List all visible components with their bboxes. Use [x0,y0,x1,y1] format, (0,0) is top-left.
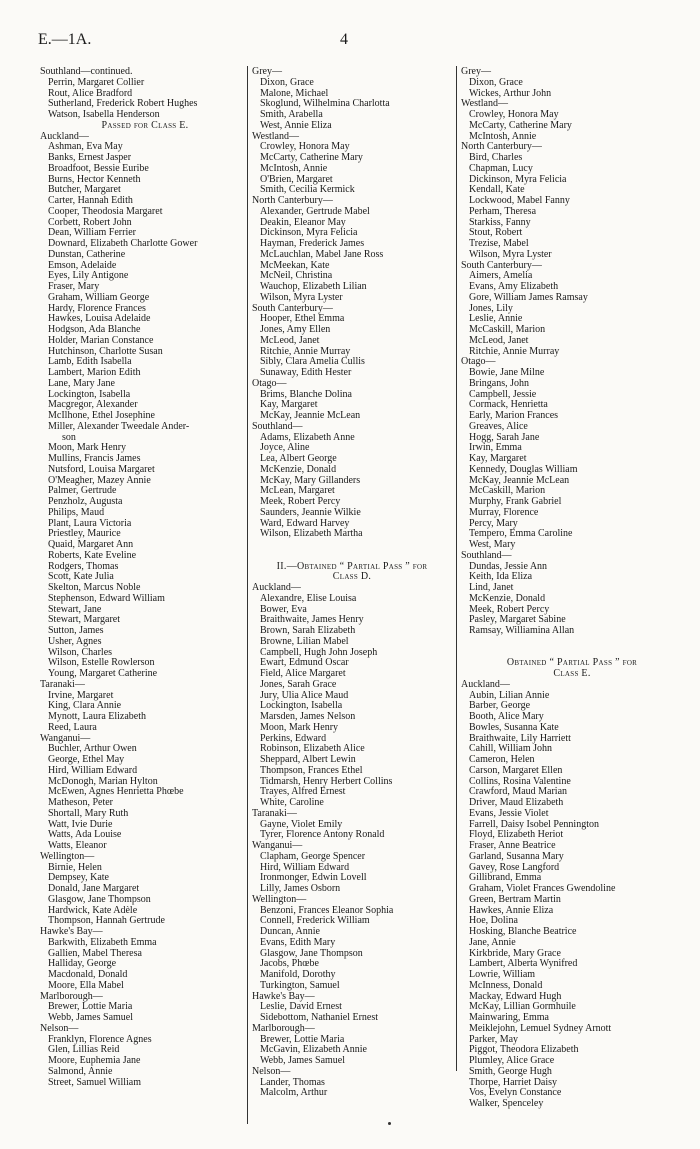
name-entry: Wickes, Arthur John [469,87,552,99]
name-entry: Evans, Edith Mary [260,936,336,948]
name-entry: Macgregor, Alexander [48,399,138,411]
name-entry: Lowrie, William [469,969,536,980]
column-divider [456,66,457,1071]
name-entry: McKenzie, Donald [260,463,337,475]
name-entry: Meek, Robert Percy [260,496,341,507]
name-entry: Ashman, Eva May [48,141,123,153]
name-entry: Marsden, James Nelson [260,711,356,722]
name-entry: Lockwood, Mabel Fanny [469,195,570,206]
name-entry: Donald, Jane Margaret [48,883,140,894]
name-entry: McNeil, Christina [260,270,333,282]
section-heading: II.—Obtained “ Partial Pass ” for [276,560,428,572]
name-entry: Lind, Janet [469,582,514,593]
name-entry: McInness, Donald [469,979,543,991]
name-entry: Dickinson, Myra Felicia [260,227,358,239]
name-entry: Street, Samuel William [48,1076,142,1088]
name-entry: McKay, Mary Gillanders [260,474,361,486]
name-entry: Brown, Sarah Elizabeth [260,625,356,636]
name-entry: Glasgow, Jane Thompson [48,893,151,905]
name-entry: Bowles, Susanna Kate [469,721,559,733]
name-entry: Percy, Mary [469,517,518,529]
name-entry: Campbell, Hugh John Joseph [260,646,378,658]
name-entry: McLean, Margaret [260,485,335,497]
name-entry: Pasley, Margaret Sabine [469,614,566,626]
name-entry: Trezise, Mabel [469,238,529,249]
name-entry: Lockington, Isabella [260,700,343,712]
name-entry: O'Meagher, Mazey Annie [48,474,151,486]
name-entry: Meek, Robert Percy [469,603,550,615]
name-entry: Lamb, Edith Isabella [48,356,132,368]
name-entry: Graham, William George [48,291,150,303]
name-entry: McLeod, Janet [469,334,529,346]
name-entry: Browne, Lilian Mabel [260,635,349,647]
name-entry: McCaskill, Marion [469,485,546,497]
name-entry: Broadfoot, Bessie Euribe [48,162,149,174]
name-entry: Watt, Ivie Durie [48,818,113,830]
name-entry: Webb, James Samuel [48,1012,134,1023]
name-entry: McEwen, Agnes Henrietta Phœbe [48,786,184,798]
name-entry: Kay, Margaret [260,399,318,411]
name-entry: Crawford, Maud Marian [469,786,568,798]
name-entry: Birnie, Helen [48,861,102,873]
name-entry: Evans, Amy Elizabeth [469,281,559,292]
district-heading: Westland— [252,130,299,142]
district-heading: Marlborough— [252,1022,315,1034]
name-entry: Mynott, Laura Elizabeth [48,711,147,722]
name-entry: Walker, Spenceley [469,1098,544,1109]
name-entry: Braithwaite, James Henry [260,614,364,626]
name-entry: Macdonald, Donald [48,969,128,980]
name-entry: Webb, James Samuel [260,1055,346,1066]
name-entry: Lander, Thomas [260,1076,325,1088]
name-entry: Palmer, Gertrude [48,485,117,497]
name-entry: Leslie, David Ernest [260,1001,342,1013]
name-entry: Dean, William Ferrier [48,227,136,239]
name-entry: Ewart, Edmund Oscar [260,657,349,669]
spacer [461,637,683,648]
district-heading: South Canterbury— [252,302,333,314]
name-entry: Mullins, Francis James [48,453,141,464]
name-entry: Moore, Ella Mabel [48,979,124,991]
district-heading: Grey— [252,67,282,77]
district-heading: Hawke's Bay— [40,926,103,937]
name-entry: Kay, Margaret [469,453,527,464]
name-entry: McKay, Jeannie McLean [260,410,361,421]
district-heading: Wanganui— [252,840,303,851]
name-entry: Crowley, Honora May [260,141,350,153]
name-entry: Bower, Eva [260,603,307,615]
district-heading: Auckland— [461,678,510,690]
name-entry: Parker, May [469,1033,519,1045]
name-entry: Deakin, Eleanor May [260,216,346,228]
name-entry: Gavey, Rose Langford [469,861,560,873]
name-entry: Lambert, Marion Edith [48,367,141,378]
name-entry: Moon, Mark Henry [260,721,339,733]
name-entry: Dixon, Grace [260,76,314,88]
spacer [252,551,452,562]
name-entry: Emson, Adelaide [48,259,117,271]
name-entry: Smith, George Hugh [469,1065,552,1077]
name-entry: Farrell, Daisy Isobel Pennington [469,818,599,830]
name-entry: Salmond, Annie [48,1065,113,1077]
name-entry: Sutherland, Frederick Robert Hughes [48,98,198,110]
name-entry: Hayman, Frederick James [260,238,365,249]
name-entry: Ritchie, Annie Murray [260,345,351,357]
name-entry: Irwin, Emma [469,442,522,454]
name-entry: Penzholz, Augusta [48,496,123,507]
name-entry: Sibly, Clara Amelia Cullis [260,356,365,368]
district-heading: Wellington— [40,850,95,862]
name-entry: Franklyn, Florence Agnes [48,1033,152,1045]
column-divider [247,66,248,1124]
name-entry: Trayes, Alfred Ernest [260,786,346,798]
district-heading: Taranaki— [40,678,85,690]
name-entry: Benzoni, Frances Eleanor Sophia [260,904,394,916]
name-entry: Hoe, Dolina [469,915,518,927]
name-entry: Joyce, Aline [260,442,310,454]
district-heading: Auckland— [40,130,89,142]
name-entry: Wilson, Myra Lyster [260,291,343,303]
name-entry: Lea, Albert George [260,453,337,464]
name-entry: Corbett, Robert John [48,216,132,228]
name-entry: Collins, Rosina Valentine [469,775,571,787]
name-entry: Tidmarsh, Henry Herbert Collins [260,775,393,787]
name-entry: Skoglund, Wilhelmina Charlotta [260,98,390,110]
district-heading: North Canterbury— [461,141,542,153]
name-entry: Skelton, Marcus Noble [48,582,141,593]
name-entry: Matheson, Peter [48,797,113,808]
name-entry: Fraser, Mary [48,281,100,292]
name-entry: Wilson, Myra Lyster [469,248,552,260]
name-entry: Moore, Euphemia Jane [48,1055,141,1066]
name-entry: McKay, Jeannie McLean [469,474,570,486]
name-entry: Wilson, Estelle Rowlerson [48,657,155,669]
district-heading: Grey— [461,67,491,77]
name-entry: Quaid, Margaret Ann [48,539,134,550]
name-entry: Holder, Marian Constance [48,334,154,346]
name-entry: McIntosh, Annie [469,130,537,142]
name-entry: Saunders, Jeannie Wilkie [260,506,361,518]
name-entry: Buchler, Arthur Owen [48,743,137,755]
name-entry: Smith, Arabella [260,109,323,120]
name-entry: McMeekan, Kate [260,259,330,271]
document-reference: E.—1A. [38,31,92,48]
name-entry: Brewer, Lottie Maria [260,1033,345,1045]
name-entry: Manifold, Dorothy [260,969,336,980]
name-entry: O'Brien, Margaret [260,173,333,185]
name-entry: Barkwith, Elizabeth Emma [48,936,157,948]
name-entry: Plant, Laura Victoria [48,517,132,529]
name-entry: Plumley, Alice Grace [469,1055,555,1066]
name-entry: Jury, Ulia Alice Maud [260,689,349,701]
name-entry: McCaskill, Marion [469,324,546,335]
name-entry: Rodgers, Thomas [48,560,119,572]
name-entry: Hardwick, Kate Adèle [48,904,138,916]
name-entry: Field, Alice Margaret [260,668,346,679]
column-3 [461,67,683,1110]
name-entry: Philips, Maud [48,506,105,518]
name-entry: Keith, Ida Eliza [469,571,533,583]
name-entry: Braithwaite, Lily Harriett [469,732,571,744]
name-entry: Kirkbride, Mary Grace [469,947,561,959]
name-entry: Robinson, Elizabeth Alice [260,743,365,755]
name-entry: Carson, Margaret Ellen [469,764,563,776]
district-heading: North Canterbury— [252,195,333,206]
name-entry: Irvine, Margaret [48,689,114,701]
name-entry: Graham, Violet Frances Gwendoline [469,883,616,894]
name-entry: Dickinson, Myra Felicia [469,173,567,185]
name-entry: Sutton, James [48,625,104,636]
district-heading: Wellington— [252,893,307,905]
name-entry: Bringans, John [469,377,529,389]
name-entry: Sunaway, Edith Hester [260,367,352,378]
name-entry: Nutsford, Louisa Margaret [48,463,155,475]
name-entry: Stephenson, Edward William [48,592,165,604]
name-entry: Vos, Evelyn Constance [469,1087,562,1099]
name-entry: Leslie, Annie [469,313,523,325]
name-entry: Ironmonger, Edwin Lovell [260,872,367,884]
name-entry: Banks, Ernest Jasper [48,152,132,163]
district-heading: Wanganui— [40,732,91,744]
name-entry: Hardy, Florence Frances [48,302,146,314]
name-entry: White, Caroline [260,797,324,808]
name-entry: Starkiss, Fanny [469,216,531,228]
name-entry: Wauchop, Elizabeth Lilian [260,281,367,292]
name-entry: Jane, Annie [469,936,516,948]
district-heading: Taranaki— [252,807,297,819]
name-entry: Glen, Lillias Reid [48,1044,120,1056]
district-heading: Marlborough— [40,990,103,1002]
district-heading: Nelson— [40,1022,79,1034]
page-mark [388,1122,391,1125]
district-heading: Southland— [461,549,512,561]
name-entry: Butcher, Margaret [48,184,121,196]
name-entry: Wilson, Elizabeth Martha [260,528,363,540]
name-entry: Thompson, Hannah Gertrude [48,915,165,927]
name-entry: Burns, Hector Kenneth [48,173,141,185]
name-entry: Lilly, James Osborn [260,883,341,894]
name-entry: Dixon, Grace [469,76,523,88]
name-entry: Connell, Frederick William [260,915,370,927]
name-entry: Stewart, Jane [48,603,102,615]
name-entry: Thorpe, Harriet Daisy [469,1076,558,1088]
name-entry: Dundas, Jessie Ann [469,560,548,572]
name-entry: Brewer, Lottie Maria [48,1001,133,1013]
name-entry: Thompson, Frances Ethel [260,764,363,776]
name-entry: Ramsay, Williamina Allan [469,625,575,636]
name-entry: Tempero, Emma Caroline [469,528,573,540]
name-entry: Carter, Hannah Edith [48,195,133,206]
name-entry: Watts, Eleanor [48,840,107,851]
name-entry: Hooper, Ethel Emma [260,313,345,325]
name-entry: Garland, Susanna Mary [469,850,564,862]
name-entry: Mackay, Edward Hugh [469,990,562,1002]
name-entry: Usher, Agnes [48,635,102,647]
name-entry: Cooper, Theodosia Margaret [48,205,163,217]
name-entry: Mainwaring, Emma [469,1012,549,1023]
name-entry: Dempsey, Kate [48,872,109,884]
name-entry: Shortall, Mary Ruth [48,807,129,819]
name-entry: Hutchinson, Charlotte Susan [48,345,163,357]
name-entry: Perrin, Margaret Collier [48,76,145,88]
name-entry: Perkins, Edward [260,732,327,744]
name-entry: McLauchlan, Mabel Jane Ross [260,248,384,260]
name-entry: Barber, George [469,700,531,712]
name-entry: Kendall, Kate [469,184,525,196]
district-heading: Hawke's Bay— [252,990,315,1002]
name-entry: Bird, Charles [469,152,523,163]
name-entry: Malone, Michael [260,87,329,99]
name-entry: McIlhone, Ethel Josephine [48,410,155,421]
page-header [0,31,700,53]
district-heading: Auckland— [252,582,301,593]
district-heading: Westland— [461,98,508,110]
name-entry: Turkington, Samuel [260,979,340,991]
name-entry: Lane, Mary Jane [48,377,115,389]
name-entry: Lockington, Isabella [48,388,131,400]
name-entry: Hodgson, Ada Blanche [48,324,141,335]
name-entry: Piggot, Theodora Elizabeth [469,1044,579,1056]
name-entry: Gillibrand, Emma [469,872,542,884]
name-entry: Ritchie, Annie Murray [469,345,560,357]
name-entry: Watson, Isabella Henderson [48,109,160,120]
name-entry: Campbell, Jessie [469,388,537,400]
name-entry: West, Mary [469,539,516,550]
name-entry: Halliday, George [48,958,117,970]
name-entry: Gallien, Mabel Theresa [48,947,142,959]
name-entry: Jacobs, Phœbe [260,958,319,970]
name-entry: Young, Margaret Catherine [48,668,158,679]
district-heading: Nelson— [252,1065,291,1077]
name-entry: McCarty, Catherine Mary [260,152,363,163]
district-heading: Southland— [252,420,303,432]
name-entry: Lambert, Alberta Wynifred [469,958,578,970]
name-continuation: son [62,431,76,443]
name-entry: Downard, Elizabeth Charlotte Gower [48,238,198,249]
name-entry: Murphy, Frank Gabriel [469,496,562,507]
name-entry: Adams, Elizabeth Anne [260,431,355,443]
name-entry: Cahill, William John [469,743,553,755]
name-entry: Aimers, Amelia [469,270,533,282]
name-entry: Priestley, Maurice [48,528,121,540]
name-entry: Sheppard, Albert Lewin [260,754,356,765]
name-entry: Brims, Blanche Dolina [260,388,352,400]
page-number: 4 [340,31,348,48]
name-entry: Eyes, Lily Antigone [48,270,129,282]
section-heading: Obtained “ Partial Pass ” for [506,657,638,669]
name-entry: West, Annie Eliza [260,119,332,131]
name-entry: Gayne, Violet Emily [260,818,343,830]
name-entry: Floyd, Elizabeth Heriot [469,829,564,841]
name-entry: Glasgow, Jane Thompson [260,947,363,959]
name-entry: Smith, Cecilia Kermick [260,184,355,196]
name-entry: Aubin, Lilian Annie [469,689,550,701]
name-entry: McDonogh, Marian Hylton [48,775,158,787]
name-entry: Evans, Jessie Violet [469,807,549,819]
name-entry: Roberts, Kate Eveline [48,549,137,561]
name-entry: Scott, Kate Julia [48,571,114,583]
column-2 [252,67,452,1099]
section-heading: Passed for Class E. [101,119,189,131]
name-entry: Miller, Alexander Tweedale Ander- [48,420,190,432]
name-entry: Gore, William James Ramsay [469,291,588,303]
name-entry: Cormack, Henrietta [469,399,548,411]
name-entry: Driver, Maud Elizabeth [469,797,564,808]
name-entry: Alexander, Gertrude Mabel [260,205,370,217]
name-entry: McLeod, Janet [260,334,320,346]
name-entry: Early, Marion Frances [469,410,559,421]
name-entry: Rout, Alice Bradford [48,87,133,99]
section-heading: Class E. [553,668,591,679]
name-entry: McGavin, Elizabeth Annie [260,1044,367,1056]
name-entry: Cameron, Helen [469,754,535,765]
name-entry: Hird, William Edward [260,861,350,873]
name-entry: Stewart, Margaret [48,614,121,626]
name-entry: Watts, Ada Louise [48,829,122,841]
name-entry: Chapman, Lucy [469,162,533,174]
name-entry: Hosking, Blanche Beatrice [469,926,577,937]
name-entry: Duncan, Annie [260,926,320,937]
name-entry: Hawkes, Annie Eliza [469,904,554,916]
name-entry: Booth, Alice Mary [469,711,544,722]
district-heading: Southland—continued. [40,67,133,77]
district-heading: Otago— [461,356,496,368]
name-entry: Murray, Florence [469,506,539,518]
name-entry: Meiklejohn, Lemuel Sydney Arnott [469,1022,612,1034]
name-entry: McCarty, Catherine Mary [469,119,572,131]
name-entry: Wilson, Charles [48,646,113,658]
name-entry: Hogg, Sarah Jane [469,431,540,443]
name-entry: George, Ethel May [48,754,125,765]
name-entry: Jones, Amy Ellen [260,324,331,335]
district-heading: Otago— [252,377,287,389]
name-entry: Crowley, Honora May [469,109,559,120]
name-entry: Malcolm, Arthur [260,1087,328,1099]
name-entry: Stout, Robert [469,227,523,239]
name-entry: Fraser, Anne Beatrice [469,840,556,851]
district-heading: South Canterbury— [461,259,542,271]
column-1 [40,67,250,1088]
name-entry: King, Clara Annie [48,700,122,712]
name-entry: Clapham, George Spencer [260,850,366,862]
spacer [252,540,452,551]
name-entry: Dunstan, Catherine [48,248,126,260]
name-entry: Tyrer, Florence Antony Ronald [260,829,385,841]
name-entry: Bowie, Jane Milne [469,367,545,378]
name-entry: Alexandre, Elise Louisa [260,592,357,604]
name-entry: Ward, Edward Harvey [260,517,350,529]
name-entry: Moon, Mark Henry [48,442,127,454]
name-entry: Jones, Sarah Grace [260,678,337,690]
name-entry: Greaves, Alice [469,420,528,432]
name-entry: Jones, Lily [469,302,513,314]
name-entry: Hawkes, Louisa Adelaide [48,313,151,325]
name-entry: Green, Bertram Martin [469,893,561,905]
name-entry: McKay, Lillian Gormhuile [469,1001,576,1013]
name-entry: Perham, Theresa [469,205,537,217]
name-entry: McKenzie, Donald [469,592,546,604]
name-entry: Kennedy, Douglas William [469,463,578,475]
name-entry: Sidebottom, Nathaniel Ernest [260,1012,379,1023]
name-entry: McIntosh, Annie [260,162,328,174]
name-entry: Reed, Laura [48,721,97,733]
name-entry: Hird, William Edward [48,764,138,776]
section-heading: Class D. [332,571,372,583]
